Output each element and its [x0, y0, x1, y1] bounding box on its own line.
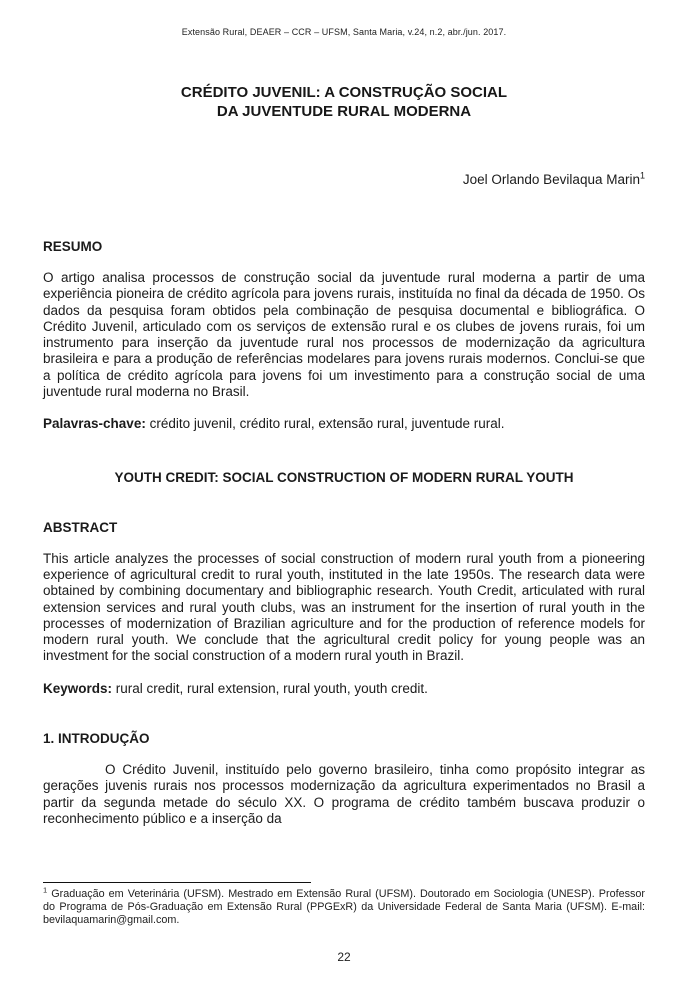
- footnote-text: Graduação em Veterinária (UFSM). Mestrado em Extensão Rural (UFSM). Doutorado em Sociologia (UNESP). Professor do Programa de Pós-Graduação em Extensão Rural (PPGExR) da Universidade Federal de Santa Maria (UFSM). E-mail: bevilaquamarin@gmail.com.: [43, 888, 645, 926]
- keywords-pt-text: crédito juvenil, crédito rural, extensão rural, juventude rural.: [145, 416, 505, 432]
- article-title-line2: DA JUVENTUDE RURAL MODERNA: [216, 103, 472, 120]
- article-title: [43, 83, 645, 121]
- author-line: [43, 171, 645, 188]
- page-number: 22: [337, 950, 351, 964]
- journal-header: Extensão Rural, DEAER – CCR – UFSM, Santa Maria, v.24, n.2, abr./jun. 2017.: [181, 27, 507, 37]
- author-footnote-marker: 1: [639, 170, 645, 181]
- keywords-pt: [43, 416, 645, 432]
- footnote-block: [43, 882, 645, 927]
- footnote-marker: 1: [43, 885, 48, 895]
- footnote-rule: [43, 882, 311, 883]
- author-name: Joel Orlando Bevilaqua Marin: [462, 172, 640, 187]
- article-title-line1: CRÉDITO JUVENIL: A CONSTRUÇÃO SOCIAL: [180, 84, 508, 101]
- footnote: [43, 885, 645, 927]
- keywords-pt-label: Palavras-chave:: [43, 416, 146, 432]
- section-heading-resumo: RESUMO: [43, 239, 103, 254]
- keywords-en: [43, 681, 645, 697]
- section-heading-introduction: 1. INTRODUÇÃO: [43, 731, 150, 747]
- abstract-paragraph: This article analyzes the processes of social construction of modern rural youth from a pioneering experience of agricultural credit to rural youth, instituted in the late 1950s. The research data were obtained by combining documentary and bibliographic research. Youth Credit, articulated with rural extension services and rural youth clubs, was an instrument for the insertion of rural youth in the processes of modernization of Brazilian agriculture and for the production of reference models for modern rural youth. We conclude that the agricultural credit policy for young people was an investment for the social construction of a modern rural youth in Brazil.: [43, 550, 645, 664]
- keywords-en-label: Keywords:: [43, 680, 113, 696]
- keywords-en-text: rural credit, rural extension, rural youth, youth credit.: [112, 680, 428, 696]
- introduction-paragraph: O Crédito Juvenil, instituído pelo governo brasileiro, tinha como propósito integrar as gerações juvenis rurais nos processos modernização da agricultura experimentados no Brasil a partir da segunda metade do século XX. O programa de crédito também buscava produzir o reconhecimento público e a inserção da: [43, 762, 645, 826]
- english-title: YOUTH CREDIT: SOCIAL CONSTRUCTION OF MODERN RURAL YOUTH: [114, 469, 574, 485]
- resumo-paragraph: O artigo analisa processos de construção social da juventude rural moderna a partir de uma experiência pioneira de crédito agrícola para jovens rurais, instituída no final da década de 1950. Os dados da pesquisa foram obtidos pela combinação de pesquisa documental e bibliográfica. O Crédito Juvenil, articulado com os serviços de extensão rural e os clubes de jovens rurais, foi um instrumento para inserção da juventude rural nos processos de modernização da agricultura brasileira e para a produção de referências modelares para jovens rurais modernos. Conclui-se que a política de crédito agrícola para jovens foi um investimento para a construção social de uma juventude rural moderna no Brasil.: [43, 270, 645, 400]
- section-heading-abstract: ABSTRACT: [43, 519, 118, 535]
